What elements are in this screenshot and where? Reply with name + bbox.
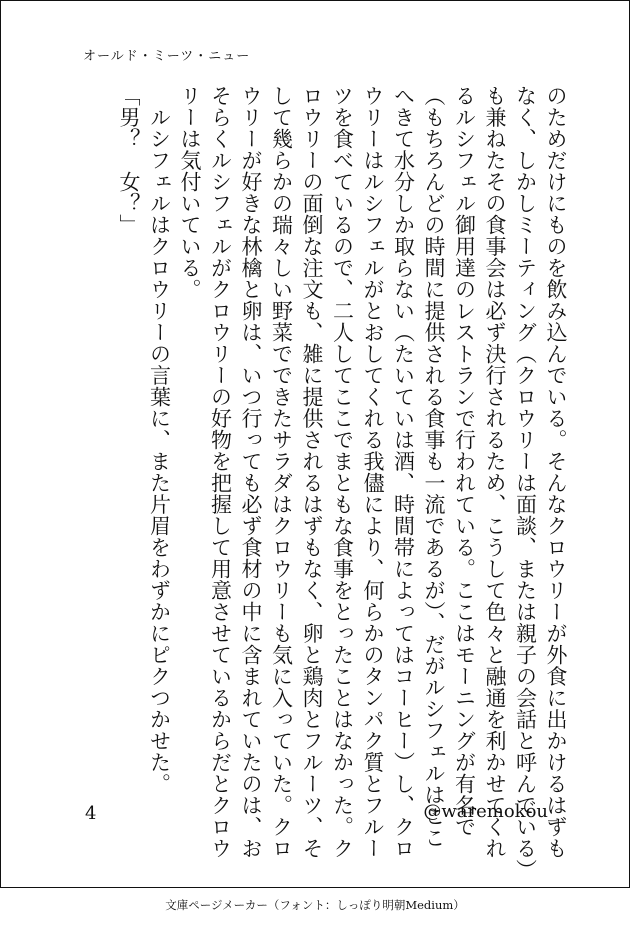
text-line: して幾らかの瑞々しい野菜でできたサラダはクロウリーも気に入っていた。クロ bbox=[269, 85, 294, 859]
text-line: ウリーが好きな林檎と卵は、いつ行っても必ず食材の中に含まれていたのは、お bbox=[239, 85, 263, 859]
footer-credit: 文庫ページメーカー（フォント：しっぽり明朝Medium） bbox=[165, 898, 465, 912]
text-line: そらくルシフェルがクロウリーの好物を把握して用意させているからだとクロウ bbox=[208, 85, 233, 859]
text-line: ロウリーの面倒な注文も、雑に提供されるはずもなく、卵と鶏肉とフルーツ、そ bbox=[300, 85, 324, 859]
text-line: ツを食べているので、二人してここでまともな食事をとったことはなかった。ク bbox=[330, 85, 355, 859]
text-line: （もちろんどの時間に提供される食事も一流であるが）、だがルシフェルはここ bbox=[422, 85, 446, 849]
text-line: へきて水分しか取らない（たいていは酒、時間帯によってはコーヒー）し、クロ bbox=[391, 85, 416, 859]
running-header: オールド・ミーツ・ニュー bbox=[83, 49, 251, 64]
text-line: なく、しかしミーティング（クロウリーは面談、または親子の会話と呼んでいる） bbox=[513, 85, 538, 881]
text-line: リーは気付いている。 bbox=[178, 85, 202, 300]
text-line: ウリーはルシフェルがとおしてくれる我儘により、何らかのタンパク質とフルー bbox=[361, 85, 385, 859]
text-line: るルシフェル御用達のレストランで行われている。ここはモーニングが有名で bbox=[452, 85, 477, 838]
text-line: 「男？ 女？」 bbox=[117, 85, 141, 236]
text-line: も兼ねたその食事会は必ず決行されるため、こうして色々と融通を利かせてくれ bbox=[483, 85, 507, 859]
page-number: 4 bbox=[85, 803, 97, 824]
text-line: ルシフェルはクロウリーの言葉に、また片眉をわずかにピクつかせた。 bbox=[147, 85, 172, 795]
text-line: のためだけにものを飲み込んでいる。そんなクロウリーが外食に出かけるはずも bbox=[544, 85, 568, 859]
account-handle: @waremokou_ bbox=[423, 801, 557, 822]
